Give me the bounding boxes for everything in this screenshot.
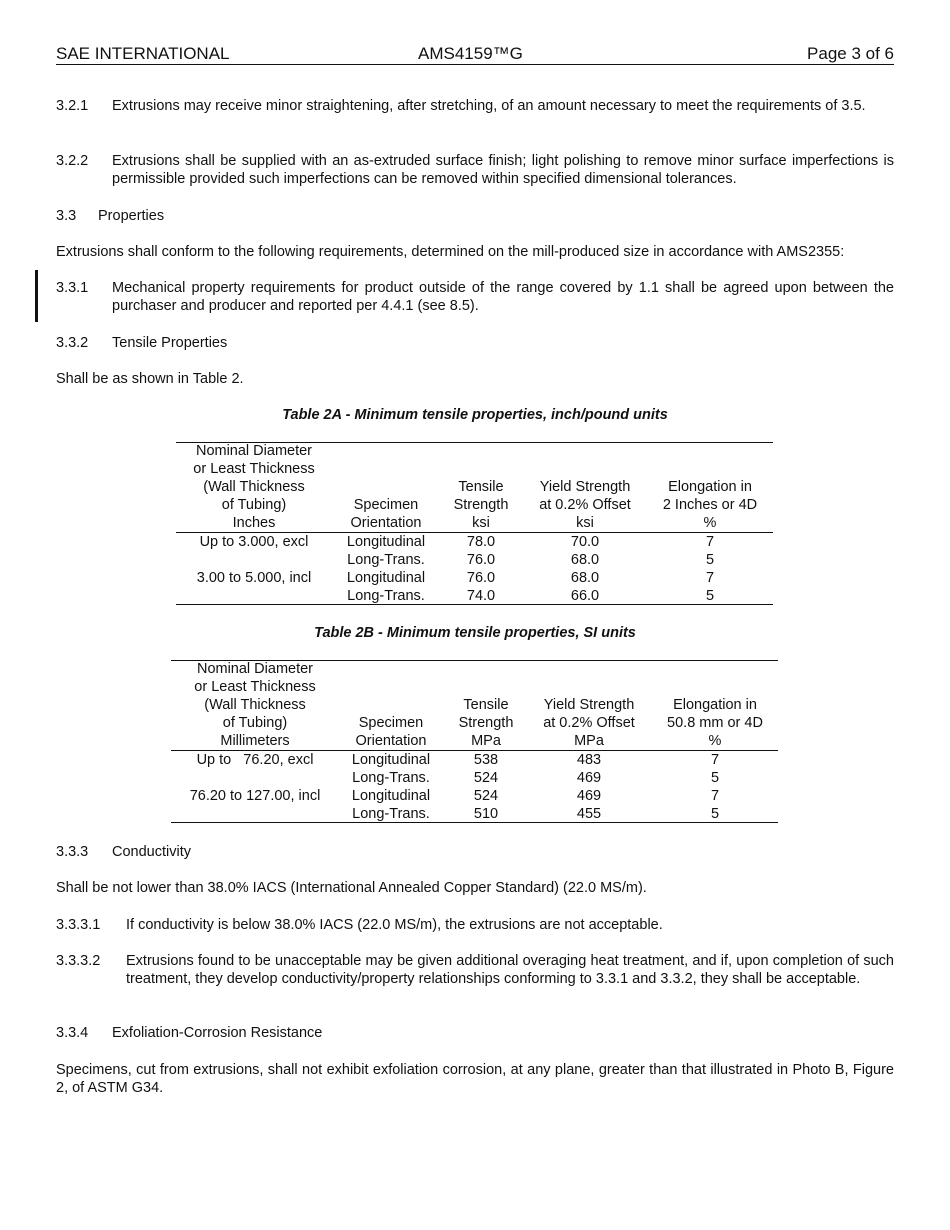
section-title: Exfoliation-Corrosion Resistance: [112, 1025, 323, 1041]
table-header-cell: [179, 442, 329, 532]
table-header-cell: [524, 696, 654, 750]
table-header-cell: [520, 478, 650, 532]
table-header-line: at 0.2% Offset: [539, 497, 631, 513]
table-cell: 3.00 to 5.000, incl: [196, 570, 312, 586]
table-cell: 524: [473, 770, 499, 786]
table-cell: 5: [705, 552, 715, 568]
table-cell: 7: [705, 534, 715, 550]
table-2b: [171, 660, 778, 824]
section-number: 3.3.3: [56, 844, 89, 860]
table-cell: Up to 76.20, excl: [196, 752, 314, 768]
table-header-line: Elongation in: [673, 697, 757, 713]
table-header-line: Yield Strength: [543, 697, 635, 713]
section-3-3-text: Extrusions shall conform to the following requirements, determined on the mill-produced size in accordance with AMS2355:: [56, 244, 845, 260]
table-header-line: Tensile: [463, 697, 509, 713]
table-cell: 469: [576, 788, 602, 804]
section-number: 3.2.1: [56, 98, 89, 114]
table-header-line: Yield Strength: [539, 479, 631, 495]
header-org: SAE INTERNATIONAL: [56, 44, 230, 63]
table-header-line: Specimen: [353, 497, 419, 513]
table-cell: 483: [576, 752, 602, 768]
section-title: Conductivity: [112, 844, 191, 860]
table-header-cell: [650, 696, 780, 750]
table-cell: Long-Trans.: [352, 770, 430, 786]
table-cell: 5: [705, 588, 715, 604]
table-header-cell: [336, 496, 436, 532]
table-header-line: 50.8 mm or 4D: [667, 715, 763, 731]
table-header-line: %: [703, 515, 717, 531]
table-cell: Longitudinal: [351, 788, 431, 804]
table-header-line: %: [708, 733, 722, 749]
table-header-line: Strength: [458, 715, 514, 731]
section-title: Properties: [98, 208, 165, 224]
section-number: 3.3.2: [56, 335, 89, 351]
table-cell: 7: [710, 752, 720, 768]
table-cell: 7: [705, 570, 715, 586]
table-header-cell: [170, 660, 340, 750]
table-cell: 7: [710, 788, 720, 804]
table-header-line: 2 Inches or 4D: [662, 497, 758, 513]
header-doc-number: AMS4159™G: [418, 44, 523, 63]
revision-change-bar: [35, 270, 38, 322]
table-header-line: at 0.2% Offset: [543, 715, 635, 731]
table-header-line: or Least Thickness: [194, 679, 316, 695]
table-header-line: Orientation: [355, 733, 427, 749]
table-header-cell: [341, 714, 441, 750]
table-header-line: Inches: [232, 515, 276, 531]
section-text: If conductivity is below 38.0% IACS (22.0 MS/m), the extrusions are not acceptable.: [126, 917, 663, 933]
table-header-line: (Wall Thickness: [204, 697, 306, 713]
table-cell: 524: [473, 788, 499, 804]
table-header-line: Millimeters: [220, 733, 290, 749]
table-header-line: (Wall Thickness: [203, 479, 305, 495]
table-cell: Longitudinal: [346, 570, 426, 586]
table-cell: Long-Trans.: [347, 552, 425, 568]
table-header-line: Tensile: [458, 479, 504, 495]
table-cell: Longitudinal: [351, 752, 431, 768]
table-cell: Up to 3.000, excl: [199, 534, 309, 550]
section-number: 3.3: [56, 208, 77, 224]
table-2a-caption: Table 2A - Minimum tensile properties, inch/pound units: [282, 407, 668, 423]
table-cell: 68.0: [570, 570, 600, 586]
table-header-line: MPa: [471, 733, 501, 749]
table-cell: 76.0: [466, 570, 496, 586]
table-cell: 469: [576, 770, 602, 786]
table-cell: 78.0: [466, 534, 496, 550]
section-text: Extrusions shall be supplied with an as-extruded surface finish; light polishing to remove minor surface imperfections is permissible provided such imperfections can be removed within specified dimensional tolerances.: [112, 153, 894, 187]
table-header-line: Strength: [453, 497, 509, 513]
section-3-3-2-text: Shall be as shown in Table 2.: [56, 371, 244, 387]
table-cell: 66.0: [570, 588, 600, 604]
section-number: 3.3.4: [56, 1025, 89, 1041]
table-cell: 455: [576, 806, 602, 822]
section-number: 3.3.3.2: [56, 953, 101, 969]
table-cell: 5: [710, 770, 720, 786]
table-header-line: Elongation in: [668, 479, 752, 495]
table-header-line: MPa: [574, 733, 604, 749]
section-number: 3.3.1: [56, 280, 89, 296]
table-header-line: Orientation: [350, 515, 422, 531]
table-header-cell: [650, 478, 770, 532]
table-header-line: Nominal Diameter: [195, 443, 313, 459]
table-header-line: of Tubing): [221, 497, 287, 513]
section-number: 3.2.2: [56, 153, 89, 169]
section-text: Mechanical property requirements for product outside of the range covered by 1.1 shall be agreed upon between the purchaser and producer and reported per 4.4.1 (see 8.5).: [112, 280, 894, 314]
table-cell: 68.0: [570, 552, 600, 568]
table-header-line: ksi: [472, 515, 490, 531]
table-header-cell: [446, 696, 526, 750]
table-header-line: ksi: [576, 515, 594, 531]
table-2b-caption: Table 2B - Minimum tensile properties, SI units: [314, 625, 636, 641]
section-3-3-3-text: Shall be not lower than 38.0% IACS (International Annealed Copper Standard) (22.0 MS/m).: [56, 880, 647, 896]
header-page-number: Page 3 of 6: [807, 44, 894, 63]
table-cell: 510: [473, 806, 499, 822]
table-cell: Long-Trans.: [352, 806, 430, 822]
table-cell: 5: [710, 806, 720, 822]
table-cell: Long-Trans.: [347, 588, 425, 604]
table-cell: 76.20 to 127.00, incl: [189, 788, 321, 804]
section-3-3-4-text: Specimens, cut from extrusions, shall not exhibit exfoliation corrosion, at any plane, greater than that illustrated in Photo B, Figure 2, of ASTM G34.: [56, 1062, 894, 1096]
table-header-line: Nominal Diameter: [196, 661, 314, 677]
table-cell: 76.0: [466, 552, 496, 568]
table-header-cell: [441, 478, 521, 532]
table-cell: 70.0: [570, 534, 600, 550]
table-cell: 538: [473, 752, 499, 768]
section-number: 3.3.3.1: [56, 917, 101, 933]
table-header-line: or Least Thickness: [193, 461, 315, 477]
table-cell: 74.0: [466, 588, 496, 604]
table-cell: Longitudinal: [346, 534, 426, 550]
section-text: Extrusions found to be unacceptable may be given additional overaging heat treatment, and if, upon completion of such treatment, they develop conductivity/property relationships conforming to 3.3.1 and 3.3.2, they shall be acceptable.: [126, 953, 894, 987]
table-2a: [176, 442, 773, 606]
section-title: Tensile Properties: [112, 335, 228, 351]
section-text: Extrusions may receive minor straightening, after stretching, of an amount necessary to meet the requirements of 3.5.: [112, 98, 866, 114]
table-header-line: of Tubing): [222, 715, 288, 731]
table-header-line: Specimen: [358, 715, 424, 731]
page-header: [56, 44, 894, 65]
